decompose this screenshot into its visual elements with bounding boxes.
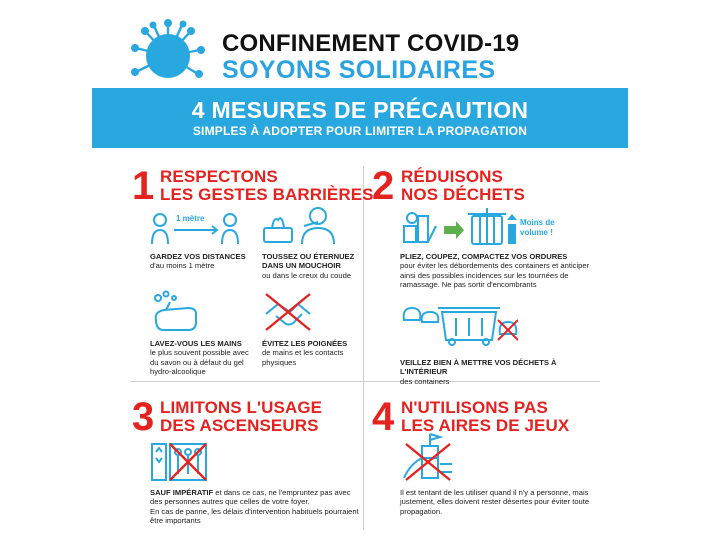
- caption-handshake: [262, 339, 354, 367]
- virus-icon: [118, 14, 214, 88]
- caption-sneeze: [262, 252, 358, 280]
- no-playground-icon: [400, 430, 456, 482]
- caption-playground: [400, 488, 600, 516]
- caption-text: pour éviter les débordements des containers et anticiper ainsi des possibles incidences sur les tournées de ramassage. Ne pas sortir d'encombrants: [400, 261, 590, 290]
- caption-bold: TOUSSEZ OU ÉTERNUEZ DANS UN MOUCHOIR: [262, 252, 355, 271]
- volume-note: Moins de volume !: [520, 218, 555, 237]
- caption-text: d'au moins 1 mètre: [150, 261, 215, 271]
- section-number: 4: [372, 395, 395, 439]
- distance-icon: [150, 206, 242, 246]
- caption-text: et dans ce cas, ne l'empruntez pas avec des personnes autres que celles de votre foyer.: [150, 488, 351, 507]
- caption-text: de mains et les contacts physiques: [262, 348, 344, 367]
- caption-distance: [150, 252, 260, 271]
- section-title-line-2: NOS DÉCHETS: [401, 185, 525, 204]
- section-number: 1: [132, 164, 155, 208]
- title-line-2: SOYONS SOLIDAIRES: [222, 56, 496, 84]
- section-title-line-1: LIMITONS L'USAGE: [160, 398, 323, 417]
- caption-elevator: [150, 488, 360, 526]
- caption-compact: [400, 252, 600, 290]
- section-title-line-1: N'UTILISONS PAS: [401, 398, 548, 417]
- caption-text: ou dans le creux du coude: [262, 270, 352, 280]
- caption-bold: LAVEZ-VOUS LES MAINS: [150, 339, 242, 348]
- banner-title: 4 MESURES DE PRÉCAUTION: [191, 97, 529, 123]
- caption-text: des containers: [400, 376, 450, 386]
- no-handshake-icon: [262, 290, 314, 334]
- header: [0, 0, 720, 88]
- caption-text: le plus souvent possible avec du savon ou à défaut du gel hydro-alcoolique: [150, 348, 249, 377]
- caption-bold: SAUF IMPÉRATIF: [150, 488, 214, 497]
- section-title-line-2: DES ASCENSEURS: [160, 416, 319, 435]
- section-title-line-1: RESPECTONS: [160, 167, 278, 186]
- banner-subtitle: SIMPLES À ADOPTER POUR LIMITER LA PROPAGATION: [192, 124, 528, 138]
- tissue-sneeze-icon: [262, 204, 338, 246]
- caption-bold: VEILLEZ BIEN À METTRE VOS DÉCHETS À L'INTÉRIEUR: [400, 358, 557, 377]
- section-number: 3: [132, 395, 155, 439]
- section-number: 2: [372, 164, 395, 208]
- banner: [92, 88, 628, 148]
- no-elevator-icon: [150, 438, 210, 482]
- trash-bins-icon: [400, 294, 518, 346]
- divider-vertical: [363, 166, 364, 530]
- section-title-line-2: LES AIRES DE JEUX: [401, 416, 570, 435]
- title-line-1: CONFINEMENT COVID-19: [222, 30, 520, 57]
- handwash-icon: [150, 290, 208, 334]
- section-title-line-2: LES GESTES BARRIÈRES: [160, 185, 374, 204]
- compact-trash-icon: [400, 206, 518, 250]
- distance-label: 1 mètre: [176, 214, 205, 223]
- caption-text: Il est tentant de les utiliser quand il n'y a personne, mais justement, elles doivent rester désertes pour éviter toute propagation.: [400, 488, 590, 516]
- section-title-line-1: RÉDUISONS: [401, 167, 503, 186]
- caption-bold: ÉVITEZ LES POIGNÉES: [262, 339, 348, 348]
- caption-handwash: [150, 339, 258, 377]
- caption-containers: [400, 358, 600, 386]
- caption-bold: PLIEZ, COUPEZ, COMPACTEZ VOS ORDURES: [400, 252, 568, 261]
- caption-text-2: En cas de panne, les délais d'intervention habituels pourraient être importants: [150, 506, 359, 526]
- caption-bold: GARDEZ VOS DISTANCES: [150, 252, 246, 261]
